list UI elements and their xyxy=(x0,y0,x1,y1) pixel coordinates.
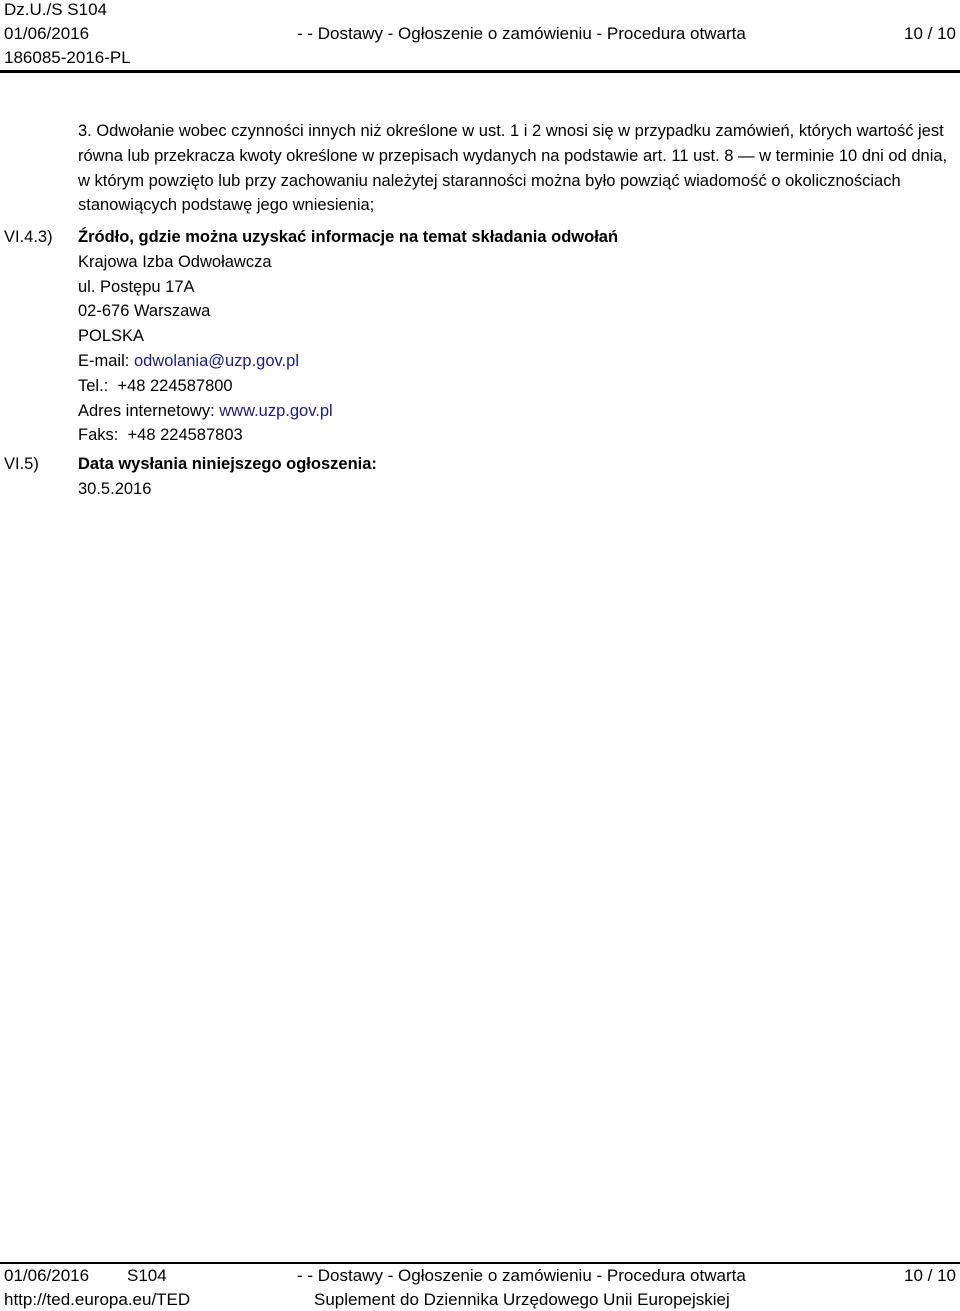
section-appeal-info-source xyxy=(78,225,948,448)
header-doc-id: Dz.U./S S104 xyxy=(4,0,107,19)
section-heading: Źródło, gdzie można uzyskać informacje na temat składania odwołań xyxy=(78,228,619,246)
footer-title: - - Dostawy - Ogłoszenie o zamówieniu - Procedura otwarta xyxy=(297,1266,746,1285)
phone-row xyxy=(78,374,948,399)
street-address: ul. Postępu 17A xyxy=(78,277,195,296)
appeal-paragraph: 3. Odwołanie wobec czynności innych niż określone w ust. 1 i 2 wnosi się w przypadku zamówień, których wartość jest równa lub przekracza kwoty określone w przepisach wydanych na podstawie art. 11 ust. 8 — w terminie 10 dni od dnia, w którym powzięto lub przy zachowaniu należytej staranności można było powziąć wiadomość o okolicznościach stanowiących podstawę jego wniesienia; xyxy=(78,122,948,215)
header-reference: 186085-2016-PL xyxy=(4,48,131,67)
fax-row xyxy=(78,423,948,448)
header-page-number: 10 / 10 xyxy=(904,24,956,43)
dispatch-date: 30.5.2016 xyxy=(78,479,152,498)
email-row xyxy=(78,349,948,374)
footer-issue: S104 xyxy=(127,1266,167,1285)
footer-page-number: 10 / 10 xyxy=(904,1266,956,1285)
fax-label: Faks: xyxy=(78,426,119,445)
website-label: Adres internetowy: xyxy=(78,401,215,420)
section-number: VI.5) xyxy=(4,455,39,473)
footer-date: 01/06/2016 xyxy=(4,1266,90,1285)
fax-value: +48 224587803 xyxy=(127,426,243,445)
email-label: E-mail: xyxy=(78,351,130,370)
organisation-name: Krajowa Izba Odwoławcza xyxy=(78,252,272,271)
footer-url-link[interactable]: http://ted.europa.eu/TED xyxy=(4,1290,191,1309)
header-title: - - Dostawy - Ogłoszenie o zamówieniu - Procedura otwarta xyxy=(297,24,746,43)
header-date: 01/06/2016 xyxy=(4,24,90,43)
website-link[interactable]: www.uzp.gov.pl xyxy=(219,401,333,420)
website-row xyxy=(78,399,948,424)
header-divider xyxy=(0,70,960,73)
email-link[interactable]: odwolania@uzp.gov.pl xyxy=(133,351,299,370)
postal-city: 02-676 Warszawa xyxy=(78,302,211,321)
section-number: VI.4.3) xyxy=(4,228,53,246)
country: POLSKA xyxy=(78,327,145,346)
footer-supplement: Suplement do Dziennika Urzędowego Unii Europejskiej xyxy=(314,1290,730,1309)
section-dispatch-date xyxy=(78,452,948,502)
phone-value: +48 224587800 xyxy=(117,376,233,395)
section-heading: Data wysłania niniejszego ogłoszenia: xyxy=(78,455,377,473)
footer-divider xyxy=(0,1262,960,1264)
phone-label: Tel.: xyxy=(78,376,109,395)
